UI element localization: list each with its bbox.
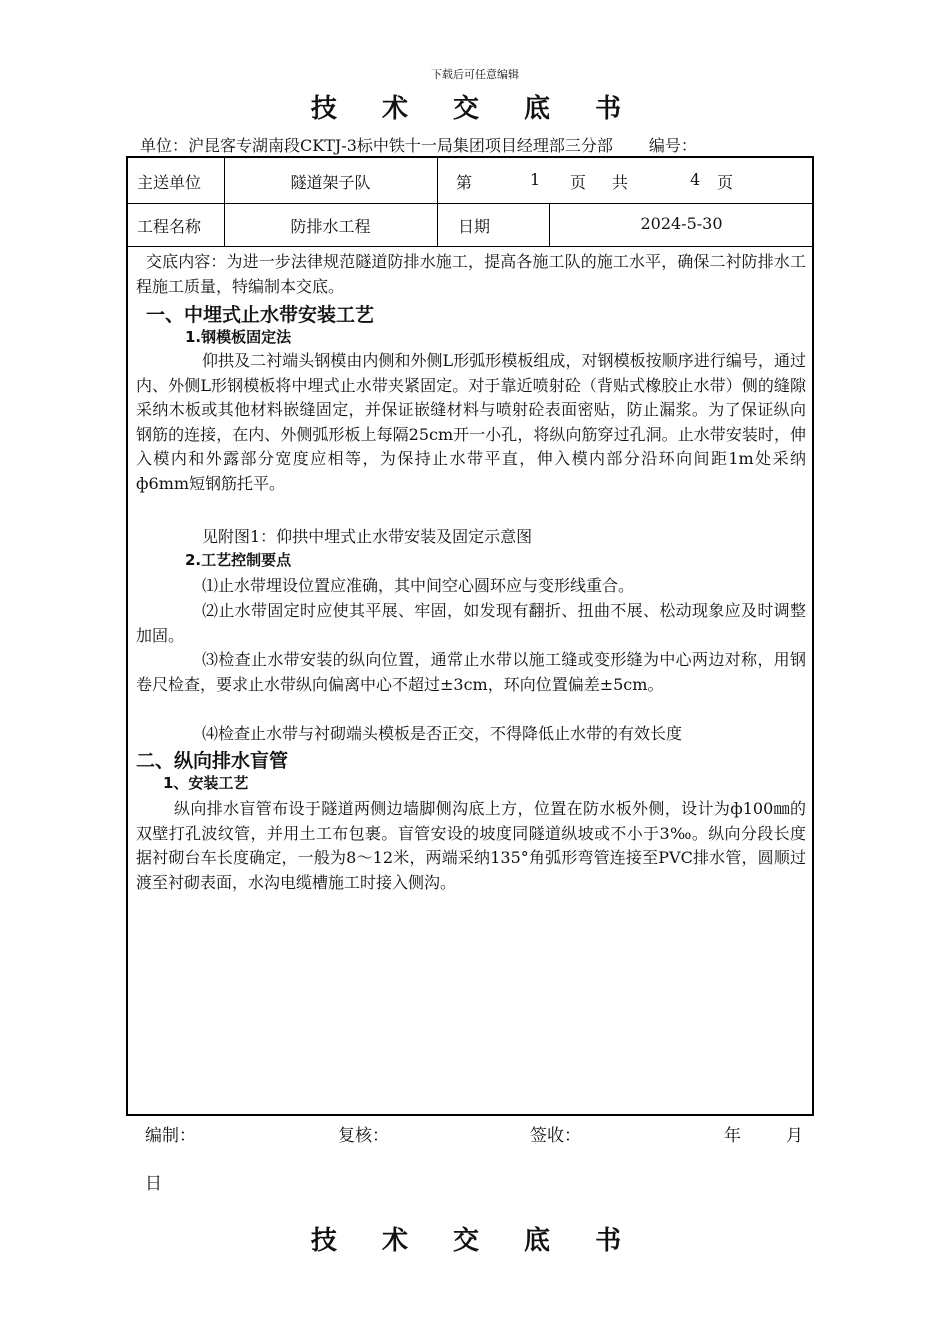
sub3-paragraph: 纵向排水盲管布设于隧道两侧边墙脚侧沟底上方，位置在防水板外侧，设计为ф100㎜的双壁打孔波纹管，并用土工布包裹。盲管安设的坡度同隧道纵坡或不小于3‰。纵向分段长度据衬砌台车长度确定，一般为8～12米，两端采纳135°角弧形弯管连接至PVC排水管，圆顺过渡至衬砌表面，水沟电缆槽施工时接入侧沟。 [136,799,806,892]
page-number: 1 [530,170,541,189]
total-prefix: 共 [612,173,629,192]
sub2-heading: 2.工艺控制要点 [185,551,292,569]
compiler-label: 编制： [145,1126,196,1146]
page-mid: 页 [570,173,587,192]
year-label: 年 [724,1126,741,1146]
total-number: 4 [690,170,701,189]
top-note: 下载后可任意编辑 [431,68,519,81]
unit-text: 单位：沪昆客专湖南段CKTJ-3标中铁十一局集团项目经理部三分部 [140,136,613,155]
row-divider [128,203,812,204]
date-value: 2024-5-30 [640,214,723,233]
document-title: 技 术 交 底 书 [310,94,640,124]
project-label: 工程名称 [137,217,202,236]
figure-reference: 见附图1：仰拱中埋式止水带安装及固定示意图 [202,527,533,546]
control-point: ⑴止水带埋设位置应准确，其中间空心圆环应与变形线重合。 [202,576,635,595]
project-value: 防排水工程 [290,217,371,236]
page-prefix: 第 [456,173,473,192]
control-point: ⑷检查止水带与衬砌端头模板是否正交，不得降低止水带的有效长度 [202,724,683,743]
control-point: ⑶检查止水带安装的纵向位置，通常止水带以施工缝或变形缝为中心两边对称，用钢卷尺检查，要求止水带纵向偏离中心不超过±3cm，环向位置偏差±5cm。 [136,650,806,694]
serial-label: 编号： [648,136,697,155]
unit-line [140,133,697,156]
sub1-heading: 1.钢模板固定法 [185,328,292,346]
col-divider [437,158,438,246]
date-label: 日期 [458,217,491,236]
sub3-heading: 1、安装工艺 [163,774,249,792]
reviewer-label: 复核： [338,1126,389,1146]
recipient-label: 主送单位 [137,173,202,192]
next-page-title: 技 术 交 底 书 [310,1226,640,1256]
total-suffix: 页 [717,173,734,192]
day-label: 日 [145,1174,162,1194]
recipient-value: 隧道架子队 [290,173,371,192]
sub1-paragraph: 仰拱及二衬端头钢模由内侧和外侧L形弧形模板组成，对钢模板按顺序进行编号，通过内、外侧L形钢模板将中埋式止水带夹紧固定。对于靠近喷射砼（背贴式橡胶止水带）侧的缝隙采纳木板或其他材料嵌缝固定，并保证嵌缝材料与喷射砼表面密贴，防止漏浆。为了保证纵向钢筋的连接，在内、外侧弧形板上每隔25cm开一小孔，将纵向筋穿过孔洞。止水带安装时，伸入模内和外露部分宽度应相等，为保持止水带平直，伸入模内部分沿环向间距1m处采纳ф6mm短钢筋托平。 [136,351,806,493]
month-label: 月 [786,1126,803,1146]
receiver-label: 签收： [530,1126,581,1146]
intro-paragraph: 交底内容：为进一步法律规范隧道防排水施工，提高各施工队的施工水平，确保二衬防排水工程施工质量，特编制本交底。 [136,252,806,296]
section1-heading: 一、中埋式止水带安装工艺 [146,304,375,326]
section2-heading: 二、纵向排水盲管 [136,750,289,772]
row-divider [128,246,812,247]
control-point: ⑵止水带固定时应使其平展、牢固，如发现有翻折、扭曲不展、松动现象应及时调整加固。 [136,601,806,645]
